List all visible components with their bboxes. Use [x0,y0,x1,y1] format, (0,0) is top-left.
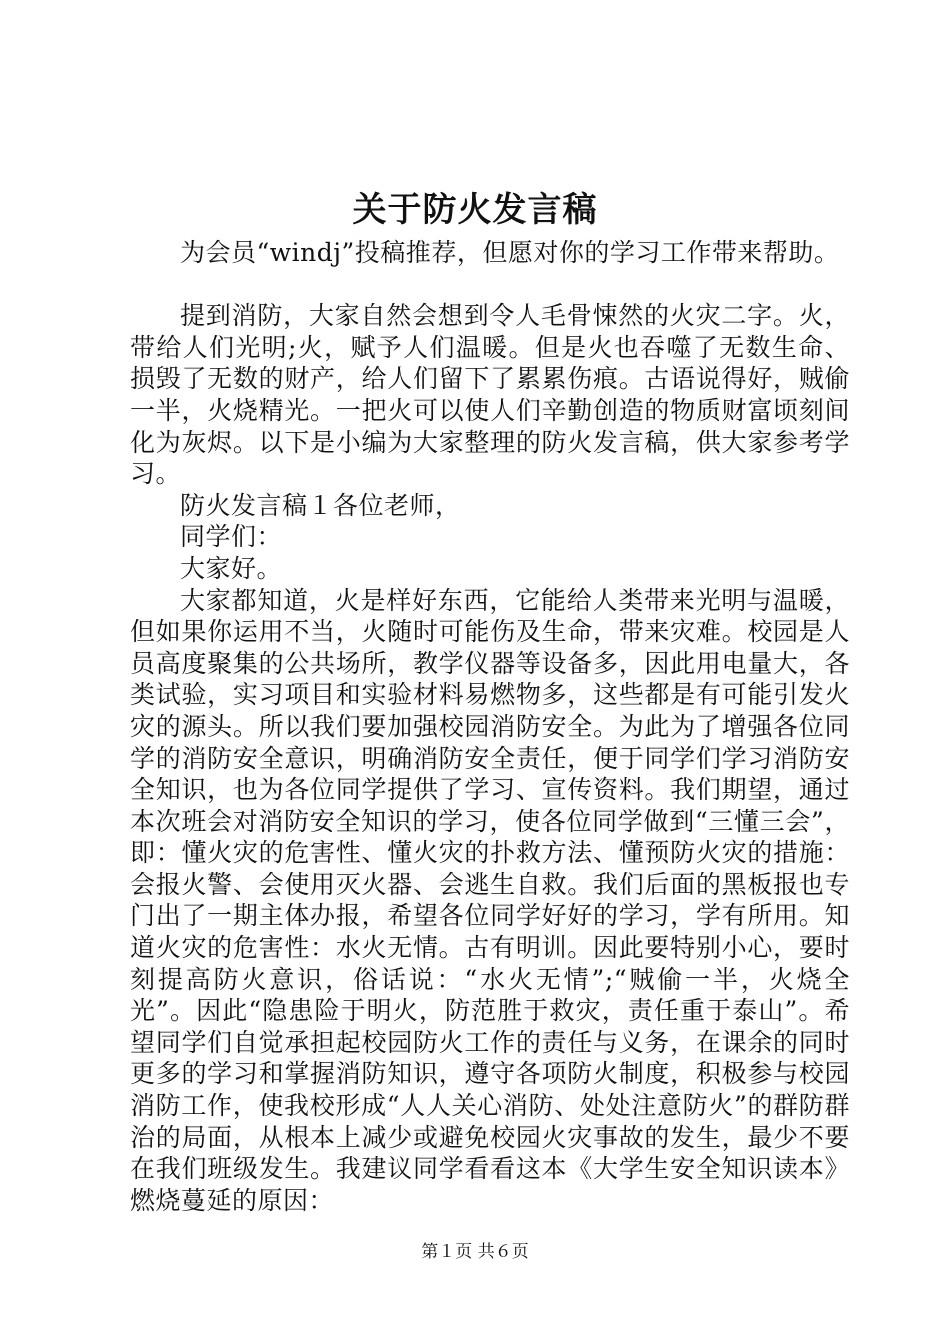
salutation-paragraph: 同学们： [180,522,283,552]
opening-paragraph: 提到消防，大家自然会想到令人毛骨悚然的火灾二字。火，带给人们光明;火，赋予人们温暖。但是火也吞噬了无数生命、损毁了无数的财产，给人们留下了累累伤痕。古语说得好，贼偷一半，火烧精光。一把火可以使人们辛勤创造的物质财富顷刻间化为灰烬。以下是小编为大家整理的防火发言稿，供大家参考学习。 [130,301,850,489]
greeting-paragraph: 大家好。 [180,553,283,583]
main-speech-paragraph: 大家都知道，火是样好东西，它能给人类带来光明与温暖，但如果你运用不当，火随时可能伤及生命，带来灾难。校园是人员高度聚集的公共场所，教学仪器等设备多，因此用电量大，各类试验，实习项目和实验材料易燃物多，这些都是有可能引发火灾的源头。所以我们要加强校园消防安全。为此为了增强各位同学的消防安全意识，明确消防安全责任，便于同学们学习消防安全知识，也为各位同学提供了学习、宣传资料。我们期望，通过本次班会对消防安全知识的学习，使各位同学做到“三懂三会”，即：懂火灾的危害性、懂火灾的扑救方法、懂预防火灾的措施：会报火警、会使用灭火器、会逃生自救。我们后面的黑板报也专门出了一期主体办报，希望各位同学好好的学习，学有所用。知道火灾的危害性：水火无情。古有明训。因此要特别小心，要时刻提高防火意识，俗话说：“水火无情”;“贼偷一半，火烧全光”。因此“隐患险于明火，防范胜于救灾，责任重于泰山”。希望同学们自觉承担起校园防火工作的责任与义务，在课余的同时更多的学习和掌握消防知识，遵守各项防火制度，积极参与校园消防工作，使我校形成“人人关心消防、处处注意防火”的群防群治的局面，从根本上减少或避免校园火灾事故的发生，最少不要在我们班级发生。我建议同学看看这本《大学生安全知识读本》燃烧蔓延的原因： [130,585,850,1215]
intro-note-paragraph: 为会员“windj”投稿推荐，但愿对你的学习工作带来帮助。 [180,238,840,267]
blank-line [130,269,850,301]
document-body [130,237,850,1216]
page-number-footer: 第１页 共６页 [421,1242,529,1262]
page-title: 关于防火发言稿 [352,190,598,230]
speech-heading-paragraph: 防火发言稿１各位老师， [180,490,461,520]
